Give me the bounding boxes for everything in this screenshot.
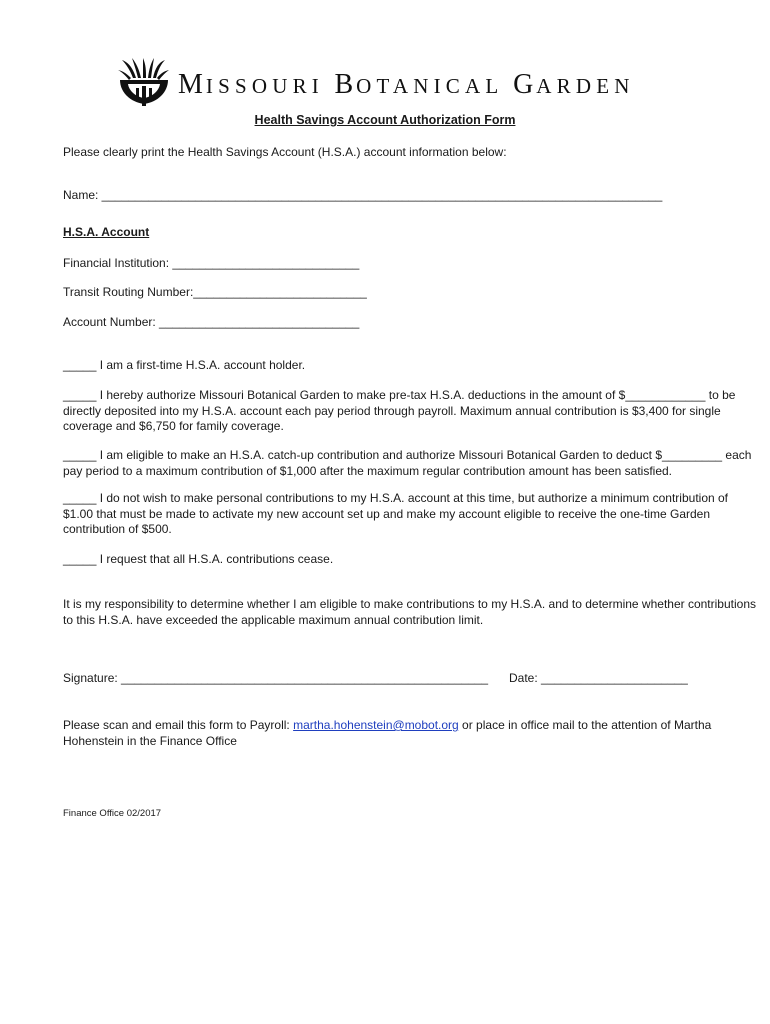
logo-wordmark: MISSOURI BOTANICAL GARDEN (178, 69, 635, 100)
garden-emblem-icon (116, 58, 172, 108)
routing-number-field[interactable]: Transit Routing Number:__________________________ (63, 285, 367, 299)
intro-text: Please clearly print the Health Savings Account (H.S.A.) account information below: (63, 145, 507, 159)
responsibility-statement: It is my responsibility to determine whether I am eligible to make contributions to my H.S.A. and to determine whether contributions to this H.S.A. have exceeded the applicable maximum annual contribution limit. (63, 597, 756, 627)
name-field[interactable]: Name: ____________________________________________________________________________________ (63, 188, 663, 202)
form-title: Health Savings Account Authorization Form (254, 113, 516, 127)
submission-prefix: Please scan and email this form to Payroll: (63, 718, 294, 732)
submission-instructions (63, 718, 757, 749)
option-first-time[interactable]: _____ I am a first-time H.S.A. account holder. (63, 358, 306, 372)
financial-institution-field[interactable]: Financial Institution: ____________________________ (63, 256, 360, 270)
section-heading: H.S.A. Account (63, 225, 150, 239)
account-number-field[interactable]: Account Number: ______________________________ (63, 315, 360, 329)
garden-logo (116, 58, 676, 108)
submission-suffix: or place in office mail to the attention of Martha Hohenstein in the Finance Office (63, 718, 712, 748)
option-cease-contributions[interactable]: _____ I request that all H.S.A. contributions cease. (63, 552, 334, 566)
payroll-email-link[interactable]: martha.hohenstein@mobot.org (293, 718, 459, 732)
signature-field[interactable]: Signature: _______________________________________________________ (63, 671, 489, 685)
option-authorize-deductions[interactable]: _____ I hereby authorize Missouri Botanical Garden to make pre-tax H.S.A. deductions in the amount of $____________ to be directly deposited into my H.S.A. account each pay period through payroll. Maximum annual contribution is $3,400 for single coverage and $6,750 for family coverage. (63, 388, 736, 433)
option-no-personal-contributions[interactable]: _____ I do not wish to make personal contributions to my H.S.A. account at this time, but authorize a minimum contribution of $1.00 that must be made to activate my new account set up and make my account eligible to receive the one-time Garden contribution of $500. (63, 491, 729, 536)
date-field[interactable]: Date: ______________________ (509, 671, 688, 685)
footer-note: Finance Office 02/2017 (63, 808, 162, 819)
option-catch-up[interactable]: _____ I am eligible to make an H.S.A. catch-up contribution and authorize Missouri Botanical Garden to deduct $_________ each pay period to a maximum contribution of $1,000 after the maximum regular contribution amount has been satisfied. (63, 448, 752, 478)
